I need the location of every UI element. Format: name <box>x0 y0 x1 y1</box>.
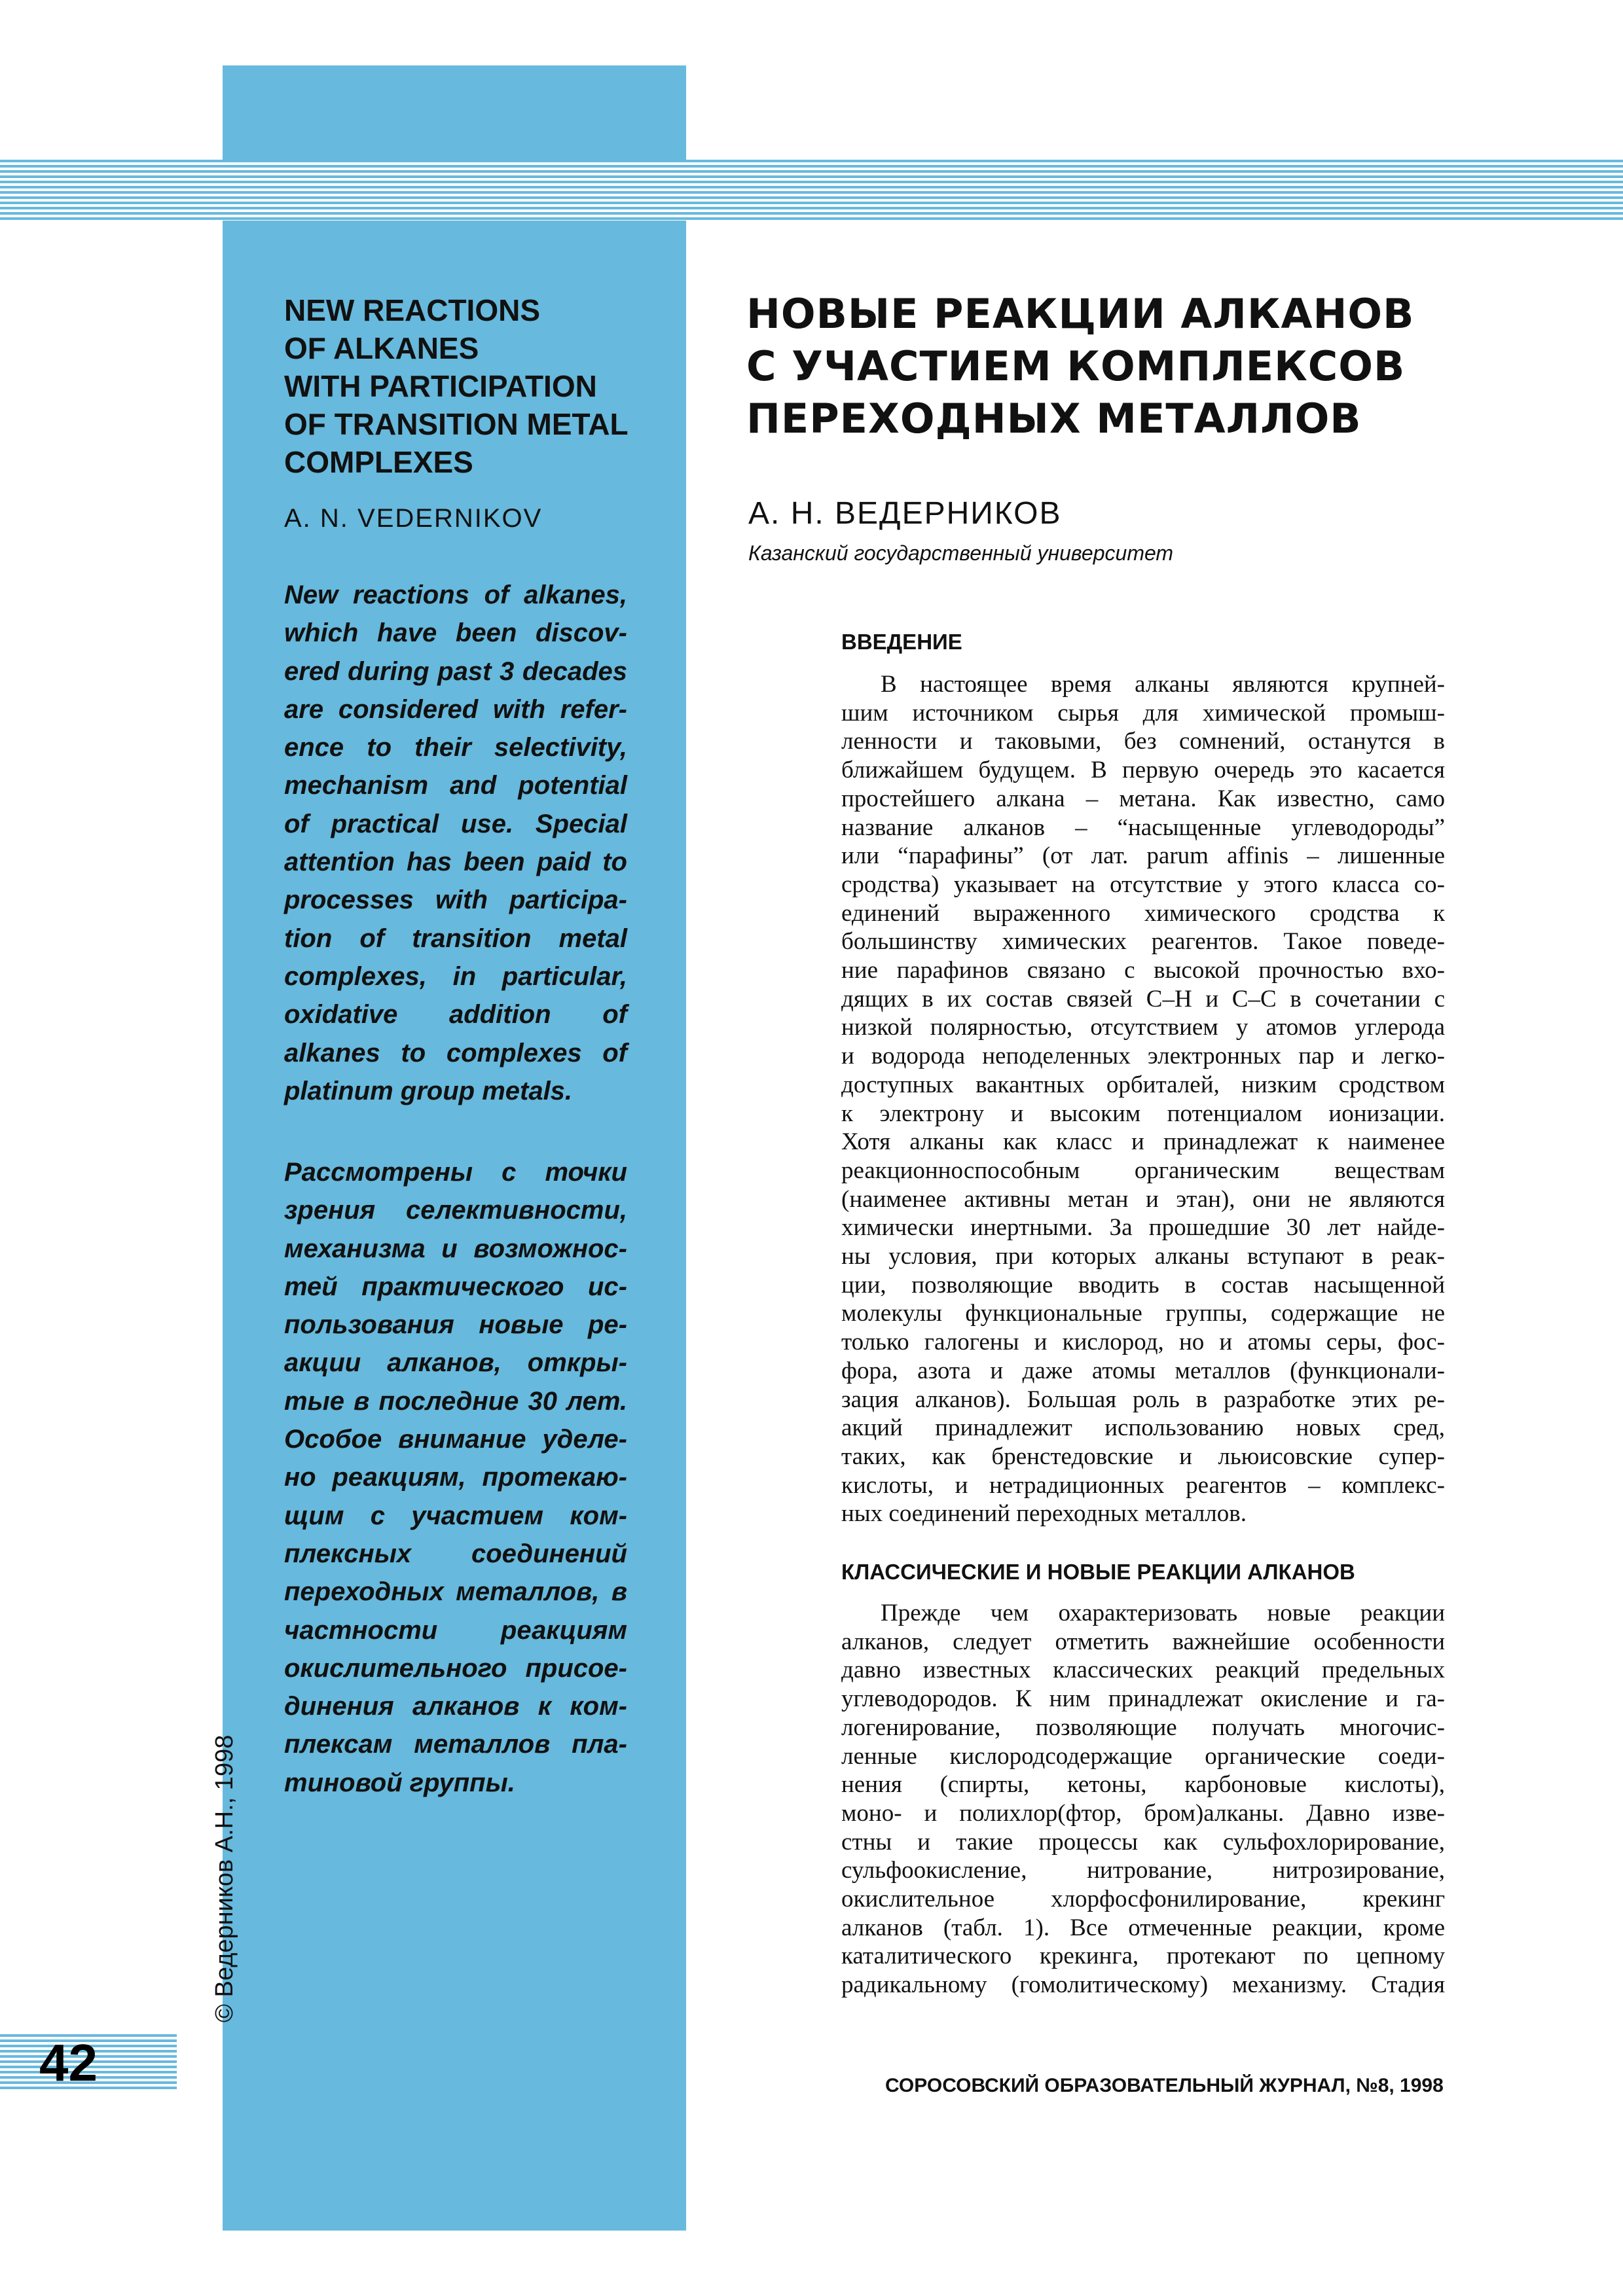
page-number: 42 <box>39 2034 98 2092</box>
abstract-line: окислительного присое- <box>284 1653 627 1683</box>
russian-abstract <box>284 1153 627 1802</box>
body-line: сульфоокисление, нитрование, нитрозирование, <box>841 1857 1445 1884</box>
english-author: A. N. VEDERNIKOV <box>284 504 543 533</box>
body-line: ние парафинов связано с высокой прочностью вхо- <box>841 957 1445 984</box>
abstract-line: Особое внимание уделе- <box>284 1425 627 1454</box>
body-line: Прежде чем охарактеризовать новые реакции <box>881 1600 1445 1626</box>
journal-footer: СОРОСОВСКИЙ ОБРАЗОВАТЕЛЬНЫЙ ЖУРНАЛ, №8, 1998 <box>885 2075 1444 2096</box>
article-title-line: НОВЫЕ РЕАКЦИИ АЛКАНОВ <box>746 290 1415 338</box>
article-title-line: ПЕРЕХОДНЫХ МЕТАЛЛОВ <box>746 395 1362 442</box>
body-line: зация алканов). Большая роль в разработке этих ре- <box>841 1386 1445 1413</box>
abstract-line: плексам металлов пла- <box>284 1730 627 1759</box>
english-title-line: OF TRANSITION METAL <box>284 407 629 441</box>
body-line: к электрону и высоким потенциалом ионизации. <box>841 1100 1445 1127</box>
abstract-line: complexes, in particular, <box>284 961 627 991</box>
abstract-line: щим с участием ком- <box>284 1501 627 1530</box>
abstract-line: зрения селективности, <box>284 1196 627 1225</box>
abstract-line: частности реакциям <box>284 1615 627 1645</box>
body-line: название алканов – “насыщенные углеводороды” <box>841 814 1445 841</box>
english-title-line: WITH PARTICIPATION <box>284 369 597 403</box>
body-line: ленности и таковыми, без сомнений, останутся в <box>841 728 1445 755</box>
body-line: или “парафины” (от лат. parum affinis – лишенные <box>841 842 1445 870</box>
body-line: давно известных классических реакций предельных <box>841 1657 1445 1684</box>
body-line: углеводородов. К ним принадлежат окисление и га- <box>841 1685 1445 1713</box>
body-line: логенирование, позволяющие получать многочис- <box>841 1713 1445 1741</box>
body-line: ных соединений переходных металлов. <box>841 1500 1247 1528</box>
abstract-line: ered during past 3 decades <box>284 656 627 686</box>
english-title <box>284 291 651 481</box>
abstract-line: New reactions of alkanes, <box>284 581 627 609</box>
body-line: акций принадлежит использованию новых сред, <box>841 1414 1445 1442</box>
abstract-line: of practical use. Special <box>284 809 627 838</box>
section-body-introduction <box>841 670 1445 1528</box>
body-line: моно- и полихлор(фтор, бром)алканы. Давно изве- <box>841 1799 1445 1827</box>
abstract-line: динения алканов к ком- <box>284 1692 627 1721</box>
abstract-line: are considered with refer- <box>284 694 627 724</box>
author-affiliation: Казанский государственный университет <box>748 541 1174 565</box>
body-line: Хотя алканы как класс и принадлежат к наименее <box>841 1128 1445 1156</box>
body-line: дящих в их состав связей C–H и C–C в сочетании с <box>841 985 1445 1013</box>
abstract-line: platinum group metals. <box>284 1076 573 1105</box>
abstract-line: акции алканов, откры- <box>284 1348 627 1378</box>
section-heading-introduction: ВВЕДЕНИЕ <box>841 630 962 654</box>
body-line: каталитического крекинга, протекают по цепному <box>841 1943 1445 1970</box>
abstract-line: ence to their selectivity, <box>284 733 627 762</box>
abstract-line: тые в последние 30 лет. <box>284 1386 627 1416</box>
body-line: нения (спирты, кетоны, карбоновые кислоты), <box>841 1771 1445 1799</box>
abstract-line: tion of transition metal <box>284 924 627 953</box>
body-line: ции, позволяющие вводить в состав насыщенной <box>841 1271 1445 1299</box>
header-stripes <box>0 160 1623 221</box>
body-line: В настоящее время алканы являются крупней- <box>881 671 1445 698</box>
english-abstract <box>284 576 627 1110</box>
body-line: алканов (табл. 1). Все отмеченные реакции, кроме <box>841 1914 1445 1941</box>
english-title-line: OF ALKANES <box>284 331 479 365</box>
abstract-line: механизма и возможнос- <box>284 1234 627 1263</box>
abstract-line: Рассмотрены с точки <box>284 1158 627 1187</box>
body-line: ны условия, при которых алканы вступают в реак- <box>841 1243 1445 1270</box>
section-body-classic-reactions <box>841 1599 1445 2000</box>
body-line: фора, азота и даже атомы металлов (функционали- <box>841 1357 1445 1384</box>
abstract-line: тей практического ис- <box>284 1272 627 1301</box>
body-line: сродства) указывает на отсутствие у этого класса со- <box>841 870 1445 898</box>
abstract-line: тиновой группы. <box>284 1768 515 1797</box>
body-line: реакционноспособным органическим веществам <box>841 1157 1445 1184</box>
abstract-line: oxidative addition of <box>284 1000 627 1030</box>
section-heading-classic-reactions: КЛАССИЧЕСКИЕ И НОВЫЕ РЕАКЦИИ АЛКАНОВ <box>841 1560 1355 1584</box>
english-title-line: NEW REACTIONS <box>284 293 540 327</box>
article-author: А. Н. ВЕДЕРНИКОВ <box>748 496 1062 531</box>
abstract-line: пользования новые ре- <box>284 1310 627 1340</box>
article-title <box>746 288 1558 445</box>
body-line: (наименее активны метан и этан), они не являются <box>841 1185 1445 1213</box>
body-line: окислительное хлорфосфонилирование, крекинг <box>841 1886 1445 1913</box>
body-line: низкой полярностью, отсутствием у атомов углерода <box>841 1014 1445 1041</box>
body-line: и водорода неподеленных электронных пар и легко- <box>841 1043 1445 1070</box>
abstract-line: which have been discov- <box>284 619 627 648</box>
body-line: таких, как бренстедовские и льюисовские супер- <box>841 1443 1445 1470</box>
body-line: ленные кислородсодержащие органические соеди- <box>841 1742 1445 1770</box>
body-line: доступных вакантных орбиталей, низким сродством <box>841 1071 1445 1098</box>
body-line: шим источником сырья для химической промыш- <box>841 699 1445 726</box>
body-line: молекулы функциональные группы, содержащие не <box>841 1300 1445 1327</box>
body-line: только галогены и кислород, но и атомы серы, фос- <box>841 1329 1445 1356</box>
copyright-notice: © Ведерников А.Н., 1998 <box>211 1734 238 2022</box>
body-line: кислоты, и нетрадиционных реагентов – комплекс- <box>841 1471 1445 1499</box>
body-line: стны и такие процессы как сульфохлорирование, <box>841 1828 1445 1856</box>
body-line: простейшего алкана – метана. Как известно, само <box>841 785 1445 812</box>
body-line: радикальному (гомолитическому) механизму. Стадия <box>841 1971 1445 1999</box>
abstract-line: плексных соединений <box>284 1539 627 1568</box>
body-line: химически инертными. За прошедшие 30 лет найде- <box>841 1214 1445 1242</box>
english-title-line: COMPLEXES <box>284 445 473 479</box>
abstract-line: но реакциям, протекаю- <box>284 1463 627 1492</box>
body-line: ближайшем будущем. В первую очередь это касается <box>841 757 1445 784</box>
body-line: большинству химических реагентов. Такое поведе- <box>841 928 1445 956</box>
abstract-line: processes with participa- <box>284 886 627 915</box>
abstract-line: attention has been paid to <box>284 848 627 877</box>
abstract-line: alkanes to complexes of <box>284 1038 627 1067</box>
body-line: единений выраженного химического сродства к <box>841 899 1445 927</box>
article-title-line: С УЧАСТИЕМ КОМПЛЕКСОВ <box>746 342 1406 390</box>
abstract-line: переходных металлов, в <box>284 1577 627 1607</box>
abstract-line: mechanism and potential <box>284 771 627 800</box>
body-line: алканов, следует отметить важнейшие особенности <box>841 1628 1445 1655</box>
